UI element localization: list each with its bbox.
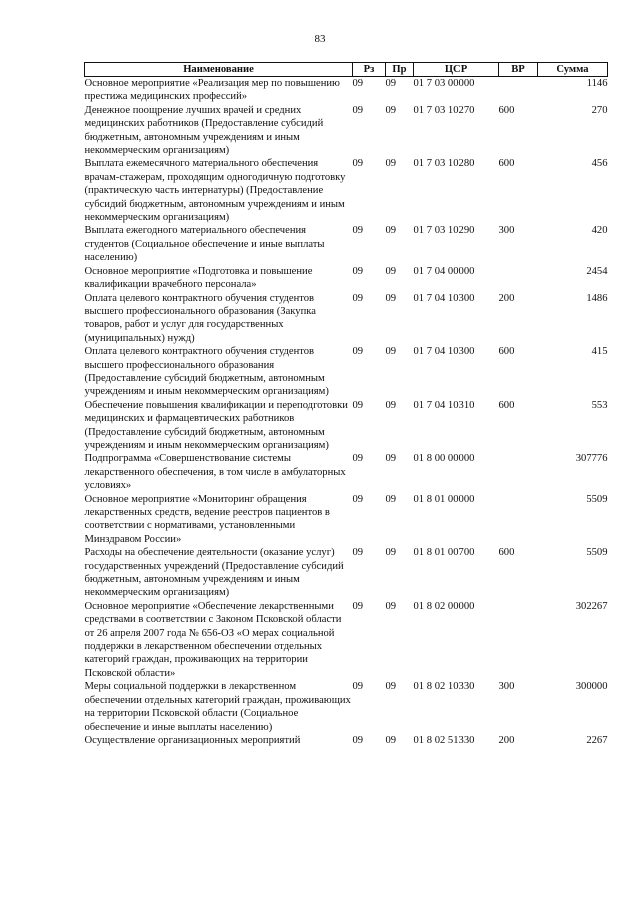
cell-name: Основное мероприятие «Мониторинг обращения лекарственных средств, ведение реестров пациентов в соответствии с нормативами, установленными Минздравом России» — [84, 493, 330, 545]
cell-vr: 600 — [498, 547, 515, 559]
cell-rz: 09 — [352, 547, 364, 559]
cell-sum: 270 — [591, 104, 608, 116]
table-row — [85, 680, 608, 734]
cell-pr: 09 — [385, 78, 397, 89]
cell-sum: 415 — [591, 346, 608, 358]
cell-name: Меры социальной поддержки в лекарственном обеспечении отдельных категорий граждан, проживающих на территории Псковской области (Социальное обеспечение и иные выплаты населению) — [84, 681, 351, 733]
header-csr: ЦСР — [414, 63, 499, 77]
cell-csr: 01 7 04 10300 — [413, 292, 475, 304]
cell-vr: 200 — [498, 292, 515, 304]
cell-pr: 09 — [385, 225, 397, 237]
cell-vr: 300 — [498, 681, 515, 693]
cell-name: Денежное поощрение лучших врачей и средних медицинских работников (Предоставление субсидий бюджетным, автономным учреждениям и иным некоммерческим организациям) — [84, 104, 324, 157]
cell-name: Расходы на обеспечение деятельности (оказание услуг) государственных учреждений (Предоставление субсидий бюджетным, автономным учреждениям и иным некоммерческим организациям) — [84, 547, 344, 599]
table-row — [85, 600, 608, 680]
cell-rz: 09 — [352, 265, 364, 277]
cell-name: Обеспечение повышения квалификации и переподготовки медицинских и фармацевтических работников (Предоставление субсидий бюджетным, автономным учреждениям и иным некоммерческим организациям) — [84, 399, 348, 451]
cell-rz: 09 — [352, 493, 364, 505]
cell-rz: 09 — [352, 78, 364, 89]
table-row — [85, 452, 608, 492]
cell-name: Основное мероприятие «Обеспечение лекарственными средствами в соответствии с Законом Псковской области от 26 апреля 2007 года № 656-ОЗ «О мерах социальной поддержки в лекарственном обеспечении отдельных категорий граждан, проживающих на территории Псковской области» — [84, 600, 342, 679]
cell-csr: 01 8 02 00000 — [413, 600, 475, 612]
cell-rz: 09 — [352, 104, 364, 116]
cell-name: Основное мероприятие «Подготовка и повышение квалификации врачебного персонала» — [84, 265, 313, 291]
cell-rz: 09 — [352, 681, 364, 693]
header-name: Наименование — [85, 63, 353, 77]
header-rz: Рз — [353, 63, 386, 77]
cell-vr: 600 — [498, 158, 515, 170]
cell-csr: 01 7 03 10270 — [413, 104, 475, 116]
cell-sum: 302267 — [575, 600, 608, 612]
cell-sum: 1486 — [586, 292, 608, 304]
cell-pr: 09 — [385, 600, 397, 612]
cell-vr — [499, 265, 538, 292]
table-row — [85, 345, 608, 399]
cell-vr: 300 — [498, 225, 515, 237]
cell-name: Оплата целевого контрактного обучения студентов высшего профессионального образования (Предоставление субсидий бюджетным, автономным учреждениям и иным некоммерческим организациям) — [84, 346, 329, 398]
cell-csr: 01 7 03 10290 — [413, 225, 475, 237]
cell-rz: 09 — [352, 346, 364, 358]
table-row — [85, 157, 608, 224]
cell-csr: 01 8 02 51330 — [413, 734, 475, 746]
table-header-row — [85, 63, 608, 77]
cell-vr — [499, 600, 538, 680]
cell-pr: 09 — [385, 158, 397, 170]
table-row — [85, 292, 608, 346]
cell-name: Основное мероприятие «Реализация мер по повышению престижа медицинских профессий» — [84, 78, 340, 103]
header-vr: ВР — [499, 63, 538, 77]
page-number: 83 — [314, 33, 326, 45]
cell-vr: 600 — [498, 346, 515, 358]
cell-csr: 01 8 01 00700 — [413, 547, 475, 559]
cell-pr: 09 — [385, 292, 397, 304]
cell-rz: 09 — [352, 734, 364, 746]
cell-pr: 09 — [385, 399, 397, 411]
cell-sum: 420 — [591, 225, 608, 237]
cell-vr — [499, 452, 538, 492]
table-row — [85, 77, 608, 104]
cell-rz: 09 — [352, 399, 364, 411]
cell-sum: 456 — [591, 158, 608, 170]
header-sum: Сумма — [538, 63, 608, 77]
table-row — [85, 104, 608, 158]
cell-csr: 01 8 01 00000 — [413, 493, 475, 505]
cell-pr: 09 — [385, 681, 397, 693]
table-row — [85, 224, 608, 264]
cell-sum: 2267 — [586, 734, 608, 746]
cell-vr — [499, 77, 538, 104]
cell-pr: 09 — [385, 346, 397, 358]
cell-csr: 01 7 03 00000 — [413, 78, 475, 89]
cell-name: Выплата ежегодного материального обеспечения студентов (Социальное обеспечение и иные выплаты населению) — [84, 225, 325, 264]
cell-csr: 01 8 00 00000 — [413, 453, 475, 465]
table-row — [85, 546, 608, 600]
table-row — [85, 493, 608, 547]
cell-sum: 553 — [591, 399, 608, 411]
budget-table — [84, 62, 608, 747]
cell-vr: 600 — [498, 399, 515, 411]
table-row — [85, 399, 608, 453]
cell-pr: 09 — [385, 493, 397, 505]
cell-vr: 600 — [498, 104, 515, 116]
cell-csr: 01 7 04 00000 — [413, 265, 475, 277]
table-row — [85, 734, 608, 747]
cell-sum: 307776 — [575, 453, 608, 465]
cell-pr: 09 — [385, 453, 397, 465]
cell-rz: 09 — [352, 225, 364, 237]
cell-rz: 09 — [352, 292, 364, 304]
cell-rz: 09 — [352, 453, 364, 465]
cell-pr: 09 — [385, 734, 397, 746]
cell-pr: 09 — [385, 104, 397, 116]
cell-sum: 1146 — [586, 78, 608, 89]
cell-vr: 200 — [498, 734, 515, 746]
cell-sum: 5509 — [586, 547, 608, 559]
table-row — [85, 265, 608, 292]
cell-sum: 5509 — [586, 493, 608, 505]
cell-sum: 300000 — [575, 681, 608, 693]
cell-name: Подпрограмма «Совершенствование системы лекарственного обеспечения, в том числе в амбулаторных условиях» — [84, 453, 346, 492]
cell-csr: 01 7 03 10280 — [413, 158, 475, 170]
cell-csr: 01 8 02 10330 — [413, 681, 475, 693]
cell-csr: 01 7 04 10300 — [413, 346, 475, 358]
cell-vr — [499, 493, 538, 547]
cell-name: Осуществление организационных мероприятий — [84, 734, 301, 746]
cell-csr: 01 7 04 10310 — [413, 399, 475, 411]
cell-name: Выплата ежемесячного материального обеспечения врачам-стажерам, проходящим одногодичную подготовку (практическую часть интернатуры) (Предоставление субсидий бюджетным, автономным учреждениям и иным некоммерческим организациям) — [84, 158, 346, 224]
cell-name: Оплата целевого контрактного обучения студентов высшего профессионального образования (Закупка товаров, работ и услуг для государственных (муниципальных) нужд) — [84, 292, 316, 344]
header-pr: Пр — [386, 63, 414, 77]
cell-pr: 09 — [385, 265, 397, 277]
cell-rz: 09 — [352, 158, 364, 170]
cell-sum: 2454 — [586, 265, 608, 277]
cell-pr: 09 — [385, 547, 397, 559]
cell-rz: 09 — [352, 600, 364, 612]
